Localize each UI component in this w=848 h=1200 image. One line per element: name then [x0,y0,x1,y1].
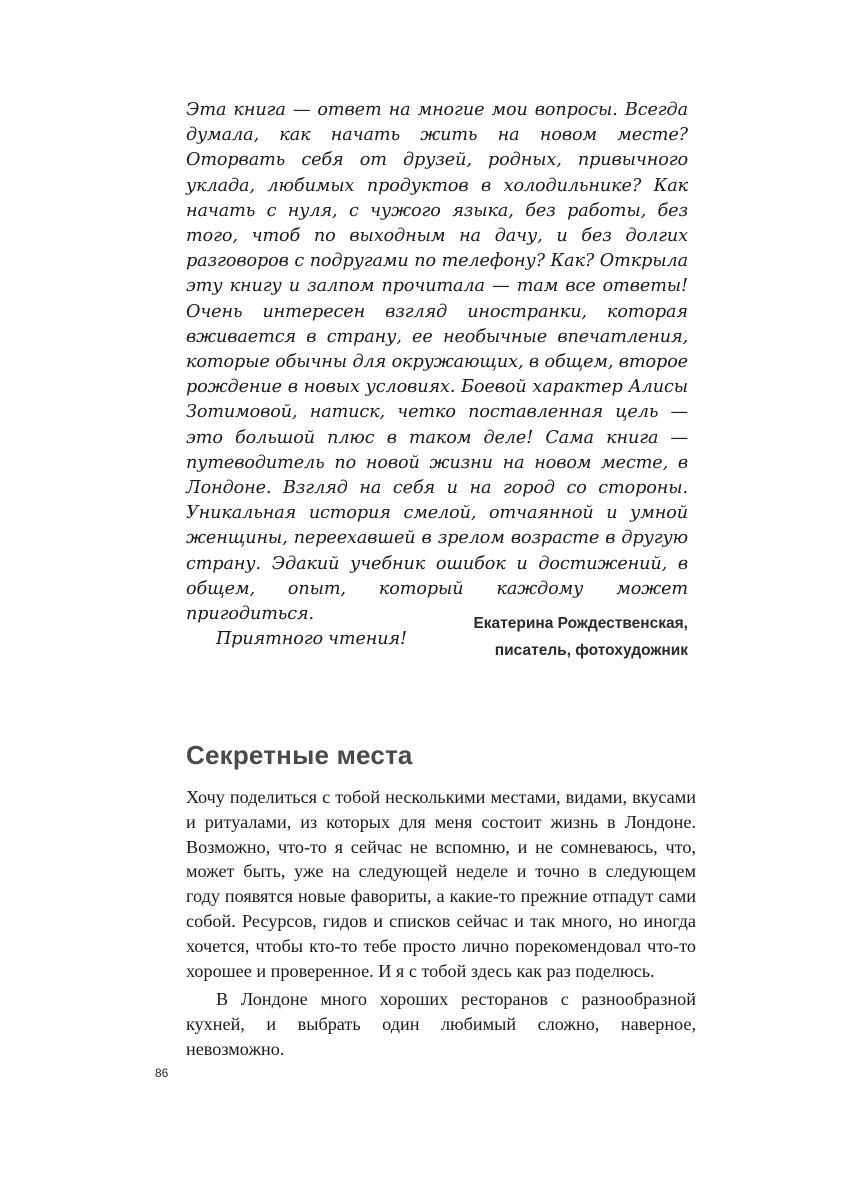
page-number: 86 [155,1066,169,1080]
quote-closing: Приятного чтения! [216,629,408,650]
quote-attribution [473,610,688,664]
attribution-name: Екатерина Рождественская, [473,615,688,632]
section-heading: Секретные места [186,740,413,770]
testimonial-quote [186,98,688,652]
quote-paragraph: Эта книга — ответ на многие мои вопросы. Всегда думала, как начать жить на новом месте? Оторвать себя от друзей, родных, привычного уклада, любимых продуктов в холодильнике? Как начать с нуля, с чужого языка, без работы, без того, чтоб по выходным на дачу, и без долгих разговоров с подругами по телефону? Как? Открыла эту книгу и залпом прочитала — там все ответы! Очень интересен взгляд иностранки, которая вживается в страну, ее необычные впечатления, которые обычны для окружающих, в общем, второе рождение в новых условиях. Боевой характер Алисы Зотимовой, натиск, четко поставленная цель — это большой плюс в таком деле! Сама книга — путеводитель по новой жизни на новом месте, в Лондоне. Взгляд на себя и на город со стороны. Уникальная история смелой, отчаянной и умной женщины, переехавшей в зрелом возрасте в другую страну. Эдакий учебник ошибок и достижений, в общем, опыт, который каждому может пригодиться. [186,100,688,625]
section-body [186,785,696,1062]
body-paragraph-2: В Лондоне много хороших ресторанов с разнообразной кухней, и выбрать один любимый сложно, наверное, невозможно. [186,989,696,1059]
attribution-role: писатель, фотохудожник [494,642,688,659]
body-paragraph-1: Хочу поделиться с тобой несколькими местами, видами, вкусами и ритуалами, из которых для меня состоит жизнь в Лондоне. Возможно, что-то я сейчас не вспомню, и не сомневаюсь, что, может быть, уже на следующей неделе и точно в следующем году появятся новые фавориты, а какие-то прежние отпадут сами собой. Ресурсов, гидов и списков сейчас и так много, но иногда хочется, чтобы кто-то тебе просто лично порекомендовал что-то хорошее и проверенное. И я с тобой здесь как раз поделюсь. [186,787,696,981]
